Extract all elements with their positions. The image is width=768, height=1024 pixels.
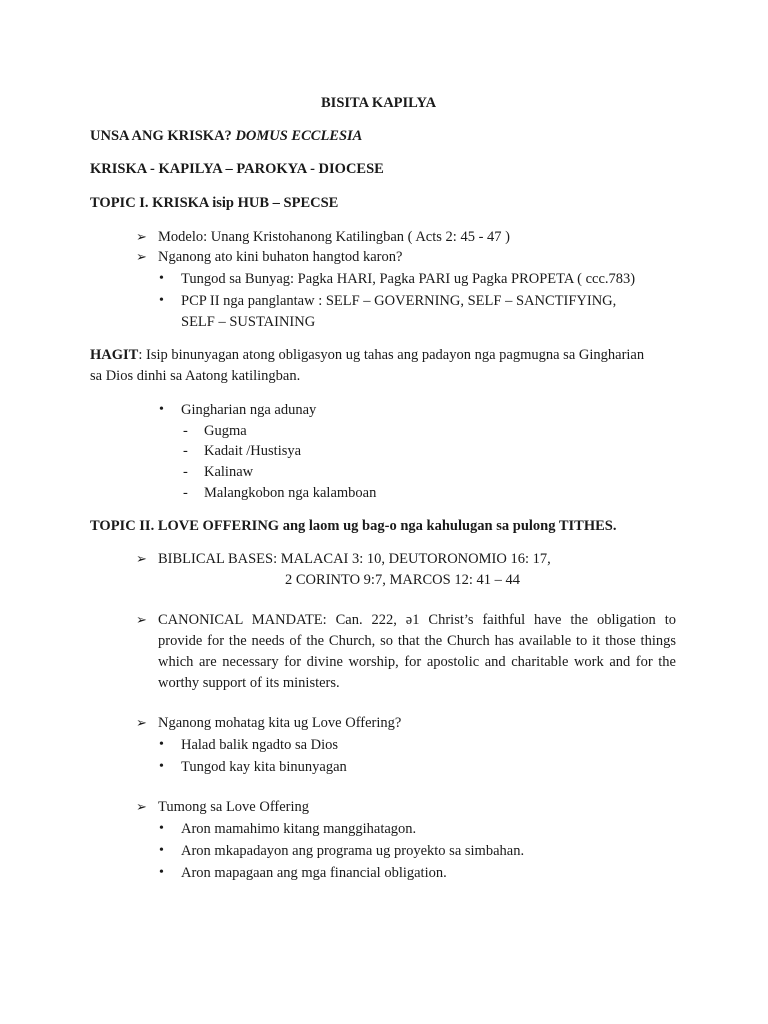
hagit-paragraph-line-2: sa Dios dinhi sa Aatong katilingban.: [90, 368, 301, 384]
bullet-icon: •: [159, 865, 164, 880]
bullet-icon: •: [159, 843, 164, 858]
document-title: BISITA KAPILYA: [321, 95, 437, 111]
question-italic: DOMUS ECCLESIA: [235, 128, 363, 144]
arrow-bullet-icon: ➢: [136, 249, 147, 264]
topic-1-item: Nganong ato kini buhaton hangtod karon?: [158, 249, 403, 265]
bullet-icon: •: [159, 737, 164, 752]
why-heading: Nganong mohatag kita ug Love Offering?: [158, 715, 402, 731]
kingdom-item: Malangkobon nga kalamboan: [204, 485, 377, 501]
topic-1-subitem: Tungod sa Bunyag: Pagka HARI, Pagka PARI ug Pagka PROPETA ( ccc.783): [181, 271, 636, 287]
question-text: UNSA ANG KRISKA?: [90, 128, 232, 144]
why-item: Halad balik ngadto sa Dios: [181, 737, 339, 753]
hagit-paragraph-line-1: [90, 346, 644, 364]
kingdom-item: Gugma: [204, 423, 247, 439]
bullet-icon: •: [159, 402, 164, 417]
biblical-bases: BIBLICAL BASES: MALACAI 3: 10, DEUTORONOMIO 16: 17,: [158, 551, 551, 567]
arrow-bullet-icon: ➢: [136, 799, 147, 814]
goal-item: Aron mkapadayon ang programa ug proyekto sa simbahan.: [181, 843, 525, 859]
kingdom-item: Kalinaw: [204, 464, 254, 480]
biblical-bases-continued: 2 CORINTO 9:7, MARCOS 12: 41 – 44: [285, 572, 520, 588]
goal-heading: Tumong sa Love Offering: [158, 799, 310, 815]
dash-bullet: -: [183, 485, 188, 501]
bullet-icon: •: [159, 271, 164, 286]
arrow-bullet-icon: ➢: [136, 612, 147, 627]
arrow-bullet-icon: ➢: [136, 715, 147, 730]
topic-2-heading: TOPIC II. LOVE OFFERING ang laom ug bag-o nga kahulugan sa pulong TITHES.: [90, 518, 617, 534]
arrow-bullet-icon: ➢: [136, 229, 147, 244]
canonical-line: worthy support of its ministers.: [158, 675, 340, 691]
canonical-line: CANONICAL MANDATE: Can. 222, ә1 Christ’s faithful have the obligation to: [158, 612, 676, 628]
dash-bullet: -: [183, 464, 188, 480]
hagit-text: : Isip binunyagan atong obligasyon ug tahas ang padayon nga pagmugna sa Gingharian: [138, 347, 645, 363]
dash-bullet: -: [183, 443, 188, 459]
kingdom-heading: Gingharian nga adunay: [181, 402, 317, 418]
topic-1-subitem-continued: SELF – SUSTAINING: [181, 314, 316, 330]
canonical-line: provide for the needs of the Church, so that the Church has available to it those things: [158, 633, 676, 649]
hagit-label: HAGIT: [90, 347, 139, 363]
goal-item: Aron mamahimo kitang manggihatagon.: [181, 821, 417, 837]
dash-bullet: -: [183, 423, 188, 439]
kingdom-item: Kadait /Hustisya: [204, 443, 302, 459]
why-item: Tungod kay kita binunyagan: [181, 759, 347, 775]
topic-1-heading: TOPIC I. KRISKA isip HUB – SPECSE: [90, 195, 339, 211]
topic-1-subitem: PCP II nga panglantaw : SELF – GOVERNING, SELF – SANCTIFYING,: [181, 293, 617, 309]
arrow-bullet-icon: ➢: [136, 551, 147, 566]
hierarchy-line: KRISKA - KAPILYA – PAROKYA - DIOCESE: [90, 161, 384, 177]
topic-1-item: Modelo: Unang Kristohanong Katilingban ( Acts 2: 45 - 47 ): [158, 229, 510, 245]
goal-item: Aron mapagaan ang mga financial obligation.: [181, 865, 447, 881]
bullet-icon: •: [159, 821, 164, 836]
bullet-icon: •: [159, 759, 164, 774]
question-line: [90, 127, 362, 145]
canonical-line: which are necessary for divine worship, for apostolic and charitable work and for the: [158, 654, 676, 670]
bullet-icon: •: [159, 293, 164, 308]
